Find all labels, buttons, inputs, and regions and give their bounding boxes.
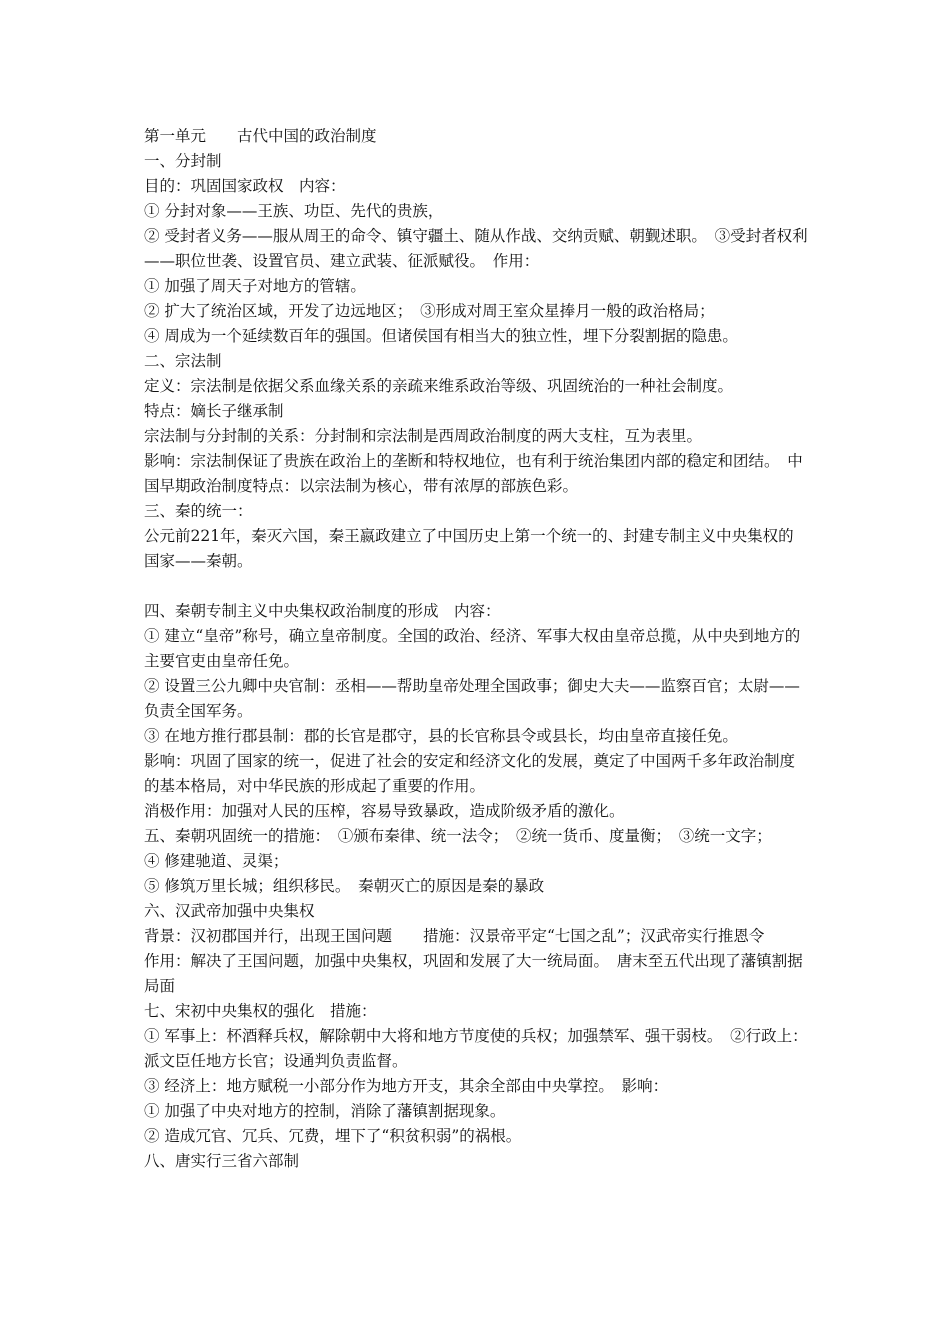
list-item: ⑤ 修筑万里长城；组织移民。 秦朝灭亡的原因是秦的暴政 (144, 877, 545, 895)
list-item: ② 受封者义务——服从周王的命令、镇守疆土、随从作战、交纳贡赋、朝觐述职。 ③受封者权利——职位世袭、设置官员、建立武装、征派赋役。 作用： (144, 227, 808, 270)
paragraph: 作用：解决了王国问题，加强中央集权，巩固和发展了大一统局面。 唐末至五代出现了藩镇割据局面 (144, 952, 803, 995)
list-item: ① 建立“皇帝”称号，确立皇帝制度。全国的政治、经济、军事大权由皇帝总揽，从中央到地方的主要官吏由皇帝任免。 (144, 627, 801, 670)
list-item: ① 加强了中央对地方的控制，消除了藩镇割据现象。 (144, 1102, 506, 1120)
paragraph: 影响：宗法制保证了贵族在政治上的垄断和特权地位，也有利于统治集团内部的稳定和团结。 中国早期政治制度特点：以宗法制为核心，带有浓厚的部族色彩。 (144, 452, 803, 495)
unit-title: 第一单元 古代中国的政治制度 (144, 127, 377, 145)
list-item: ④ 修建驰道、灵渠； (144, 852, 289, 870)
list-item: ④ 周成为一个延续数百年的强国。但诸侯国有相当大的独立性，埋下分裂割据的隐患。 (144, 327, 738, 345)
list-item: ① 加强了周天子对地方的管辖。 (144, 277, 366, 295)
paragraph: 公元前221年，秦灭六国，秦王嬴政建立了中国历史上第一个统一的、封建专制主义中央集权的国家——秦朝。 (144, 527, 794, 570)
blank-line (144, 574, 808, 599)
section-heading: 四、秦朝专制主义中央集权政治制度的形成 内容： (144, 602, 501, 620)
paragraph: 目的：巩固国家政权 内容： (144, 177, 346, 195)
section-heading: 三、秦的统一： (144, 502, 253, 520)
section-heading: 八、唐实行三省六部制 (144, 1152, 300, 1170)
list-item: ③ 经济上：地方赋税一小部分作为地方开支，其余全部由中央掌控。 影响： (144, 1077, 669, 1095)
section-heading: 七、宋初中央集权的强化 措施： (144, 1002, 377, 1020)
list-item: ③ 在地方推行郡县制：郡的长官是郡守，县的长官称县令或县长，均由皇帝直接任免。 (144, 727, 738, 745)
paragraph: 定义：宗法制是依据父系血缘关系的亲疏来维系政治等级、巩固统治的一种社会制度。 (144, 377, 734, 395)
list-item: ① 军事上：杯酒释兵权，解除朝中大将和地方节度使的兵权；加强禁军、强干弱枝。 ②行政上：派文臣任地方长官；设通判负责监督。 (144, 1027, 808, 1070)
section-heading: 五、秦朝巩固统一的措施： ①颁布秦律、统一法令； ②统一货币、度量衡； ③统一文字； (144, 827, 772, 845)
list-item: ① 分封对象——王族、功臣、先代的贵族， (144, 202, 444, 220)
paragraph: 消极作用：加强对人民的压榨，容易导致暴政，造成阶级矛盾的激化。 (144, 802, 625, 820)
section-heading: 一、分封制 (144, 152, 222, 170)
paragraph: 影响：巩固了国家的统一，促进了社会的安定和经济文化的发展，奠定了中国两千多年政治制度的基本格局，对中华民族的形成起了重要的作用。 (144, 752, 796, 795)
list-item: ② 扩大了统治区域，开发了边远地区； ③形成对周王室众星捧月一般的政治格局； (144, 302, 715, 320)
section-heading: 六、汉武帝加强中央集权 (144, 902, 315, 920)
list-item: ② 造成冗官、冗兵、冗费，埋下了“积贫积弱”的祸根。 (144, 1127, 522, 1145)
paragraph: 特点：嫡长子继承制 (144, 402, 284, 420)
paragraph: 宗法制与分封制的关系：分封制和宗法制是西周政治制度的两大支柱，互为表里。 (144, 427, 703, 445)
paragraph: 背景：汉初郡国并行，出现王国问题 措施：汉景帝平定“七国之乱”；汉武帝实行推恩令 (144, 927, 765, 945)
document-body (144, 124, 808, 1174)
section-heading: 二、宗法制 (144, 352, 222, 370)
list-item: ② 设置三公九卿中央官制：丞相——帮助皇帝处理全国政事；御史大夫——监察百官；太尉——负责全国军务。 (144, 677, 800, 720)
